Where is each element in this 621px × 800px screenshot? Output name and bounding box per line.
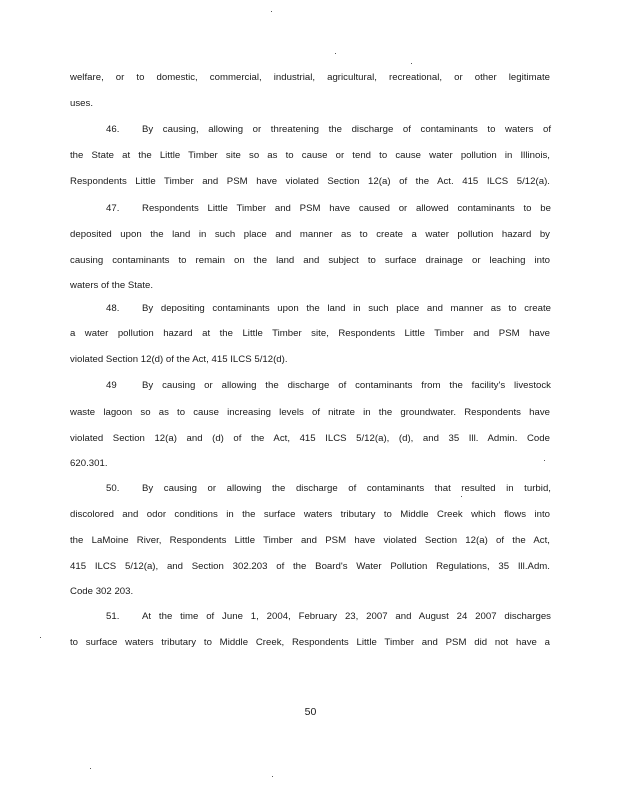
paragraph-number: 51.	[106, 611, 120, 622]
text-line: waste lagoon so as to cause increasing levels of nitrate in the groundwater. Respondents have	[70, 407, 550, 418]
page-number: 50	[304, 706, 317, 718]
paragraph-number: 50.	[106, 483, 120, 494]
paragraph-48-line	[71, 303, 551, 315]
paragraph-text: At the time of June 1, 2004, February 23, 2007 and August 24 2007 discharges	[142, 611, 551, 622]
scan-speck	[40, 637, 41, 638]
text-line: a water pollution hazard at the Little Timber site, Respondents Little Timber and PSM have	[70, 328, 550, 339]
paragraph-49-line	[71, 380, 551, 392]
paragraph-number: 47.	[106, 203, 120, 214]
text-line: to surface waters tributary to Middle Creek, Respondents Little Timber and PSM did not have a	[70, 637, 550, 648]
text-line: violated Section 12(d) of the Act, 415 ILCS 5/12(d).	[70, 354, 288, 365]
scan-speck	[335, 53, 336, 54]
text-line: deposited upon the land in such place and manner as to create a water pollution hazard by	[70, 229, 550, 240]
scan-speck	[90, 768, 91, 769]
paragraph-text: By depositing contaminants upon the land in such place and manner as to create	[142, 303, 551, 314]
paragraph-number: 46.	[106, 124, 120, 135]
paragraph-text: Respondents Little Timber and PSM have caused or allowed contaminants to be	[142, 203, 551, 214]
text-line: 620.301.	[70, 458, 108, 469]
text-line: causing contaminants to remain on the land and subject to surface drainage or leaching into	[70, 255, 550, 266]
paragraph-51-line	[71, 611, 551, 623]
text-line: 415 ILCS 5/12(a), and Section 302.203 of the Board's Water Pollution Regulations, 35 Ill.Adm.	[70, 561, 550, 572]
paragraph-number: 49	[106, 380, 117, 391]
text-line: discolored and odor conditions in the surface waters tributary to Middle Creek which flows into	[70, 509, 550, 520]
paragraph-50-line	[71, 483, 551, 495]
scan-speck	[271, 11, 272, 12]
text-line: violated Section 12(a) and (d) of the Act, 415 ILCS 5/12(a), (d), and 35 Ill. Admin. Code	[70, 433, 550, 444]
text-line: welfare, or to domestic, commercial, industrial, agricultural, recreational, or other legitimate	[70, 72, 550, 83]
scan-speck	[411, 63, 412, 64]
scan-speck	[544, 460, 545, 461]
text-line: waters of the State.	[70, 280, 154, 291]
text-line: the LaMoine River, Respondents Little Timber and PSM have violated Section 12(a) of the Act,	[70, 535, 550, 546]
paragraph-46-line	[71, 124, 551, 136]
paragraph-number: 48.	[106, 303, 120, 314]
text-line: Code 302 203.	[70, 586, 134, 597]
paragraph-47-line	[71, 203, 551, 215]
scan-speck	[461, 496, 462, 497]
paragraph-text: By causing, allowing or threatening the discharge of contaminants to waters of	[142, 124, 551, 135]
text-line: Respondents Little Timber and PSM have violated Section 12(a) of the Act. 415 ILCS 5/12(a).	[70, 176, 550, 187]
paragraph-text: By causing or allowing the discharge of contaminants from the facility's livestock	[142, 380, 551, 391]
scan-speck	[272, 776, 273, 777]
text-line: the State at the Little Timber site so as to cause or tend to cause water pollution in Illinois,	[70, 150, 550, 161]
text-line: uses.	[70, 98, 94, 109]
paragraph-text: By causing or allowing the discharge of contaminants that resulted in turbid,	[142, 483, 551, 494]
